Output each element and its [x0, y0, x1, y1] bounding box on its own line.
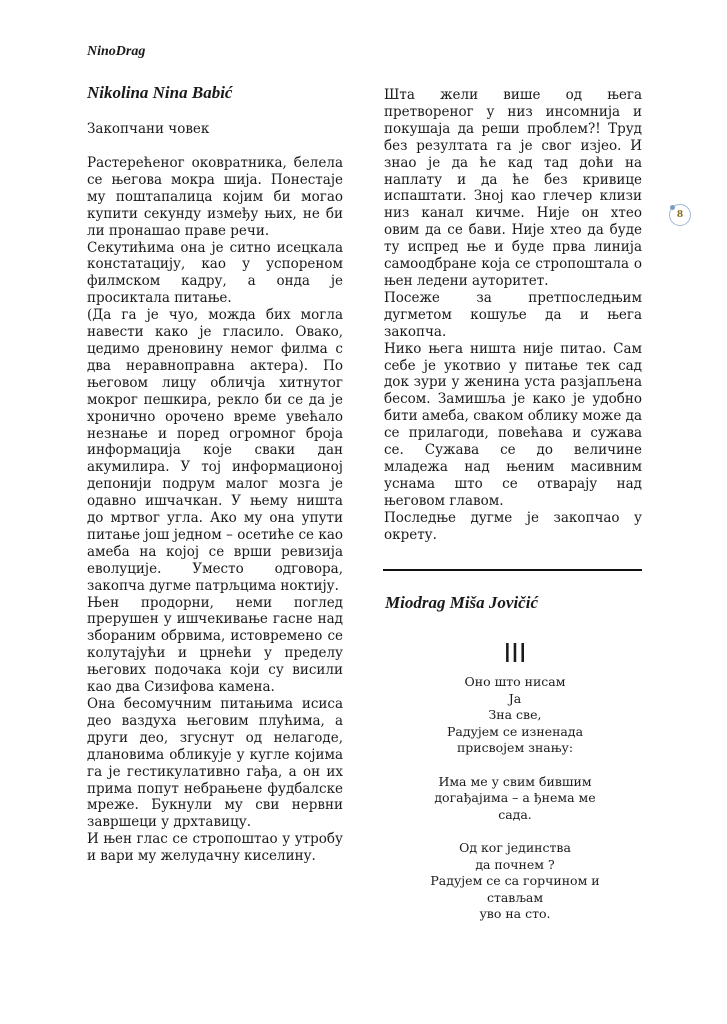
page-number-badge — [669, 204, 691, 226]
poem-line: да почнем ? — [475, 856, 555, 872]
author-name: Nikolina Nina Babić — [87, 83, 233, 102]
paragraph: (Да га је чуо, можда бих могла навести како је гласило. Овако, цедимо дреновину немог филма с два неравноправна актера). По његовом лицу обличја хитнутог мокрог пешкира, рекло би се да је хронично орочено време увећало незнање и поред огромног броја информација које сваки дан акумилира. У тој информационој депонији подрум малог мозга је одавно ишчачкан. У њему ништа до мртвог угла. Ако му она упути питање још једном – осетиће се као амеба на којој се врши ревизија еволуције. Уместо одговора, закопча дугме патрљцима ноктију. — [87, 307, 343, 594]
poem-line: уво на сто. — [479, 906, 551, 922]
poem-line: Зна све, — [488, 707, 542, 723]
left-column — [87, 83, 343, 865]
stanza-break — [400, 757, 630, 774]
poem-line: сада. — [498, 806, 532, 822]
stanza-break — [400, 823, 630, 840]
poem-title: III — [503, 639, 527, 669]
poem-line: догађајима – а ђнема ме — [434, 790, 596, 806]
poem-line: присвојем знању: — [456, 740, 574, 756]
paragraph: Последње дугме је закопчао у окрету. — [384, 509, 642, 543]
poem-line: Оно што нисам — [464, 674, 566, 689]
right-column — [384, 87, 642, 543]
magazine-header: NinoDrag — [87, 44, 146, 59]
paragraph: Секутићима она је ситно исецкала констатацију, као у успореном филмском кадру, а онда је просиктала питање. — [87, 239, 343, 307]
poem-line: Има ме у свим бившим — [438, 773, 592, 789]
paragraph: Она бесомучним питањима исиса део ваздуха његовим плућима, а други део, згуснут од нелагоде, длановима обликује у кугле којима га је гестикулативно гађа, а он их прима попут небрањене фудбалске мреже. Букнули му сви нервни завршеци у дрхтавицу. — [87, 696, 343, 831]
section-divider — [383, 569, 642, 571]
paragraph: Нико њега ништа није питао. Сам себе је укотвио у питање тек сад док зури у женина уста разјапљена бесом. Замишља је како је удобно бити амеба, сваком облику може да се прилагоди, повећава и сужава се. Сужава се до величине младежа над њеним масивним уснама што се отварају над његовом главом. — [384, 340, 642, 509]
poem-line: Од ког јединства — [459, 839, 571, 855]
paragraph: И њен глас се стропоштао у утробу и вари му желудачну киселину. — [87, 831, 343, 865]
poem — [400, 640, 630, 923]
second-author-name: Miodrag Miša Jovičić — [385, 593, 538, 612]
paragraph: Посеже за претпоследњим дугметом кошуље да и њега закопча. — [384, 289, 642, 340]
poem-line: Радујем се изненада — [446, 723, 584, 739]
poem-line: стављам — [486, 889, 544, 905]
paragraph: Растерећеног оковратника, белела се његова мокра шија. Понестаје му поштапалица којим би могао купити секунду између њих, не би ли пронашао праве речи. — [87, 155, 343, 239]
badge-dot-icon — [670, 205, 675, 210]
poem-line: Ја — [508, 690, 522, 706]
paragraph: Шта жели више од њега претвореног у низ инсомнија и покушаја да реши проблем?! Труд без резултата га је свог изјео. И знао је да ће кад тад доћи на наплату и да ће без кривице испаштати. Зној као глечер клизи низ канал кичме. Није он хтео овим да се бави. Није хтео да буде ту испред ње и буде прва линија самоодбране која се стропоштала о њен ледени ауторитет. — [384, 87, 642, 289]
paragraph: Њен продорни, неми поглед прерушен у ишчекивање гасне над збораним обрвима, истовремено се колутајући и црнећи у пределу његових подочака који су висили као два Сизифова камена. — [87, 594, 343, 696]
poem-line: Радујем се са горчином и — [430, 873, 600, 889]
page-number: 8 — [676, 210, 684, 220]
story-title: Закопчани човек — [87, 121, 210, 137]
